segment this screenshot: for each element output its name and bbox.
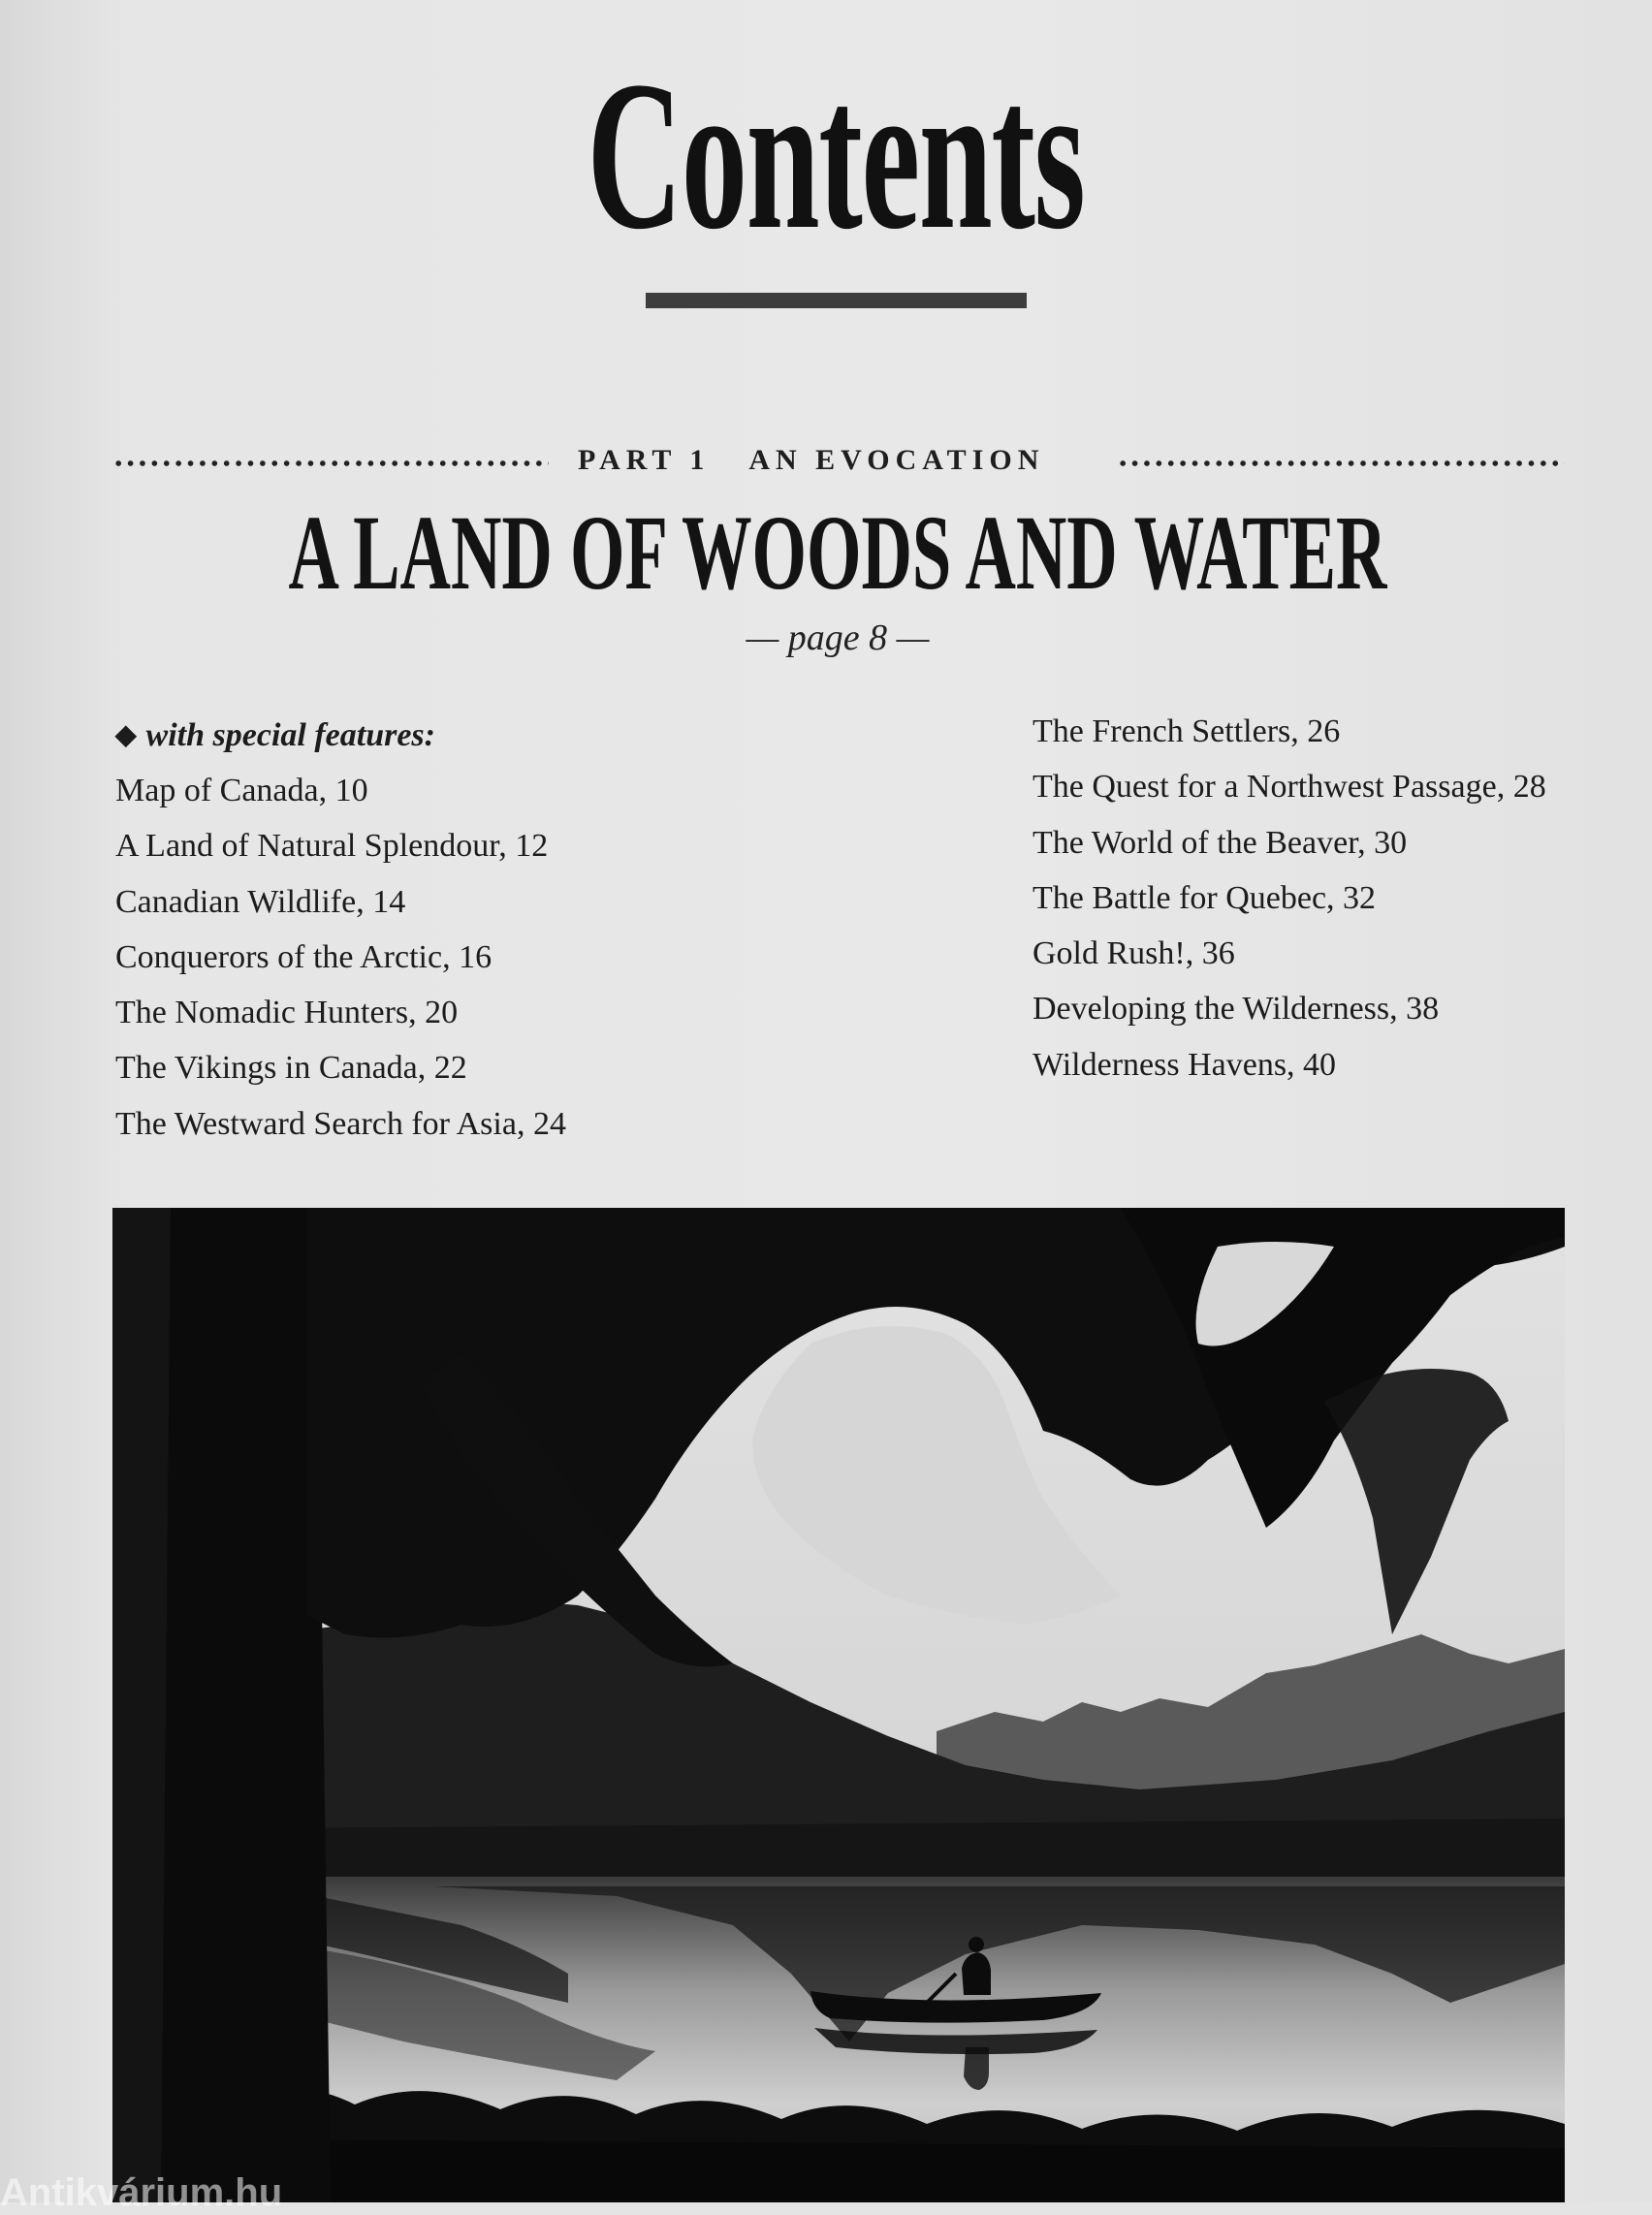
toc-item: The French Settlers, 26: [1032, 713, 1341, 749]
features-column-left: [115, 708, 566, 1152]
part-heading-line: [112, 444, 1565, 479]
features-heading: [115, 708, 566, 763]
diamond-icon: ◆: [115, 720, 137, 750]
toc-item: Map of Canada, 10: [115, 773, 368, 808]
toc-item: Developing the Wilderness, 38: [1032, 991, 1440, 1028]
watermark-text: Antikvárium.hu: [0, 2171, 283, 2214]
toc-item: The Nomadic Hunters, 20: [115, 995, 459, 1031]
canoe-on-lake-photo: [112, 1208, 1565, 2202]
part-number: PART 1: [578, 444, 711, 476]
toc-item: Wilderness Havens, 40: [1032, 1046, 1337, 1083]
dotted-leader-left: [112, 459, 549, 467]
part-title: A LAND OF WOODS AND WATER: [288, 493, 1387, 612]
part-label: [578, 444, 1044, 477]
features-column-right: [1032, 704, 1546, 1092]
part-page-ref: — page 8 —: [746, 617, 930, 658]
dotted-leader-right: [1117, 459, 1565, 467]
toc-item: The World of the Beaver, 30: [1032, 824, 1408, 861]
part-name: AN EVOCATION: [748, 444, 1045, 476]
toc-item: The Vikings in Canada, 22: [115, 1050, 467, 1087]
toc-item: The Quest for a Northwest Passage, 28: [1032, 769, 1546, 806]
toc-item: Canadian Wildlife, 14: [115, 883, 406, 920]
features-heading-text: with special features:: [145, 717, 435, 753]
toc-item: Conquerors of the Arctic, 16: [115, 938, 492, 975]
toc-item: The Westward Search for Asia, 24: [115, 1105, 566, 1142]
title-underline: [646, 293, 1027, 308]
toc-item: A Land of Natural Splendour, 12: [115, 828, 549, 865]
toc-item: The Battle for Quebec, 32: [1032, 879, 1377, 916]
toc-item: Gold Rush!, 36: [1032, 935, 1235, 972]
page-title: Contents: [587, 37, 1085, 273]
